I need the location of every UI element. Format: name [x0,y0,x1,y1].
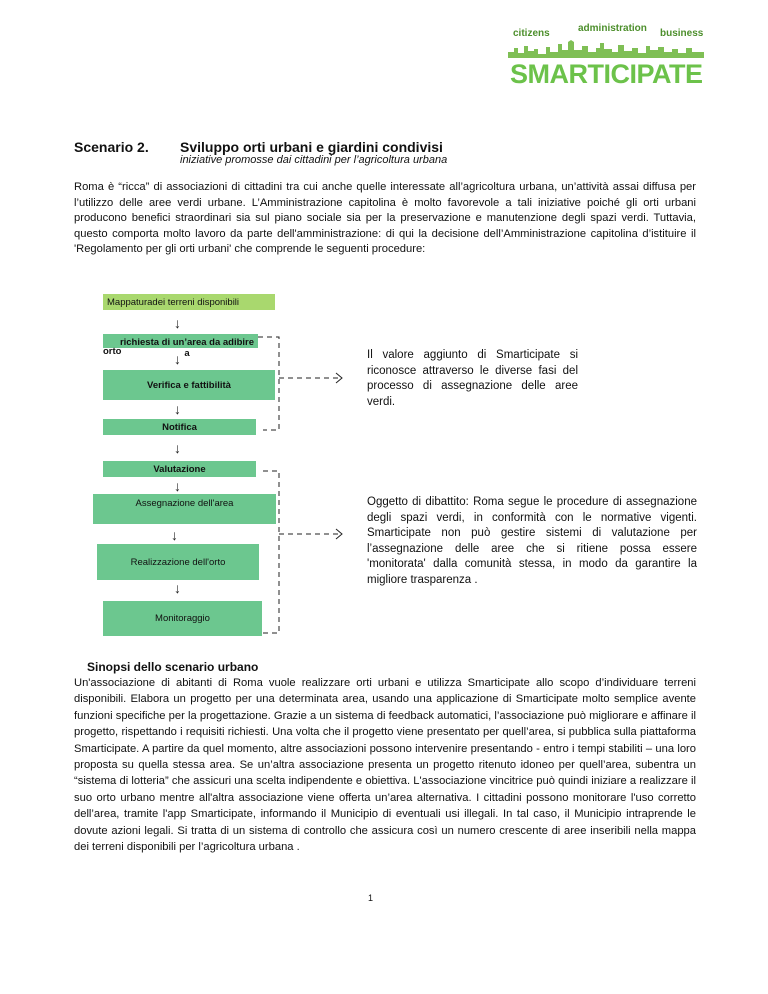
down-arrow-icon: ↓ [174,580,181,596]
logo-wordmark: SMARTICIPATE [510,59,703,89]
flow-step-notifica: Notifica [103,419,256,435]
added-value-note: Il valore aggiunto di Smarticipate si riconosce attraverso le diverse fasi del processo di assegnazione delle aree verdi. [367,349,578,408]
intro-paragraph: Roma è “ricca” di associazioni di cittadini tra cui anche quelle interessate all’agricoltura urbana, un’attività assai diffusa per l’utilizzo delle aree verdi urbane. L’Amministrazione capitolina è molto favorevole a tali iniziative poiché gli orti urbani producono benefici straordinari sia sul piano sociale sia per la preservazione e manutenzione degli spazi verdi. Tuttavia, questo comporta molto lavoro da parte dell'amministrazione: di qui la decisione dell’Amministrazione capitolina d’istituire il 'Regolamento per gli orti urbani' che comprende le seguenti procedure: [74,181,696,255]
flow-step-assegnazione: Assegnazione dell'area [93,494,276,524]
flow-step-valutazione: Valutazione [103,461,256,477]
flow-step-verifica: Verifica e fattibilità [103,370,275,400]
synopsis-title: Sinopsi dello scenario urbano [87,660,259,674]
smarticipate-logo [508,22,704,90]
debate-note: Oggetto di dibattito: Roma segue le procedure di assegnazione degli spazi verdi, in conformità con le normative vigenti. Smarticipate non può gestire sistemi di valutazione per l’assegnazione delle aree che si ritiene possa essere 'monitorata' dalla comunità stessa, in modo da garantire la migliore trasparenza . [367,496,697,586]
flow-step-mappatura-rest: dei terreni disponibili [152,296,240,308]
down-arrow-icon: ↓ [174,401,181,417]
scenario-label: Scenario 2. [74,139,149,155]
flow-step-richiesta: richiesta di un’area da adibire a [103,334,258,348]
flow-step-richiesta-cont: orto [103,346,122,357]
page-number: 1 [368,893,374,903]
scenario-subtitle: iniziative promosse dai cittadini per l’agricoltura urbana [180,154,448,166]
city-skyline-icon [508,40,704,58]
logo-tag-administration: administration [578,23,647,34]
logo-tag-business: business [660,28,704,39]
scenario-title: Sviluppo orti urbani e giardini condivisi [180,139,443,155]
down-arrow-icon: ↓ [174,440,181,456]
flow-step-mappatura [103,294,275,310]
flow-step-realizzazione: Realizzazione dell'orto [97,544,259,580]
down-arrow-icon: ↓ [171,527,178,543]
logo-tag-citizens: citizens [513,28,550,39]
flow-connectors [255,330,355,640]
down-arrow-icon: ↓ [174,478,181,494]
down-arrow-icon: ↓ [174,351,181,367]
synopsis-paragraph: Un'associazione di abitanti di Roma vuole realizzare orti urbani e utilizza Smarticipate allo scopo d’individuare terreni disponibili. Elabora un progetto per una determinata area, usando una applicazione di Smarticipate molto semplice avente funzioni specifiche per la progettazione. Grazie a un sistema di feedback automatici, l’associazione può migliorare e affinare il progetto, rispettando i requisiti richiesti. Una volta che il progetto viene presentato per quell’area, si pubblica sulla piattaforma Smarticipate. A partire da quel momento, altre associazioni possono intervenire presentando - entro i tempi stabiliti – una loro proposta su quella stessa area. Se un’altra associazione presenta un progetto ritenuto idoneo per quell’area, subentra un “sistema di lotteria” che assicuri una scelta indipendente e obiettiva. L'associazione vincitrice può quindi iniziare a realizzare il suo orto urbano mentre all'altra associazione viene offerta un’area alternativa. I cittadini possono monitorare l'uso corretto dell’area, tramite l'app Smarticipate, informando il Municipio di eventuali usi illegali. In tal caso, il Municipio intraprende le dovute azioni legali. Si tratta di un sistema di controllo che assicura così un numero crescente di aree inseribili nella mappa dei terreni disponibili per l’agricoltura urbana . [74,677,696,854]
flow-step-mappatura-bold: Mappatura [107,296,153,308]
down-arrow-icon: ↓ [174,315,181,331]
flow-step-monitoraggio: Monitoraggio [103,601,262,636]
